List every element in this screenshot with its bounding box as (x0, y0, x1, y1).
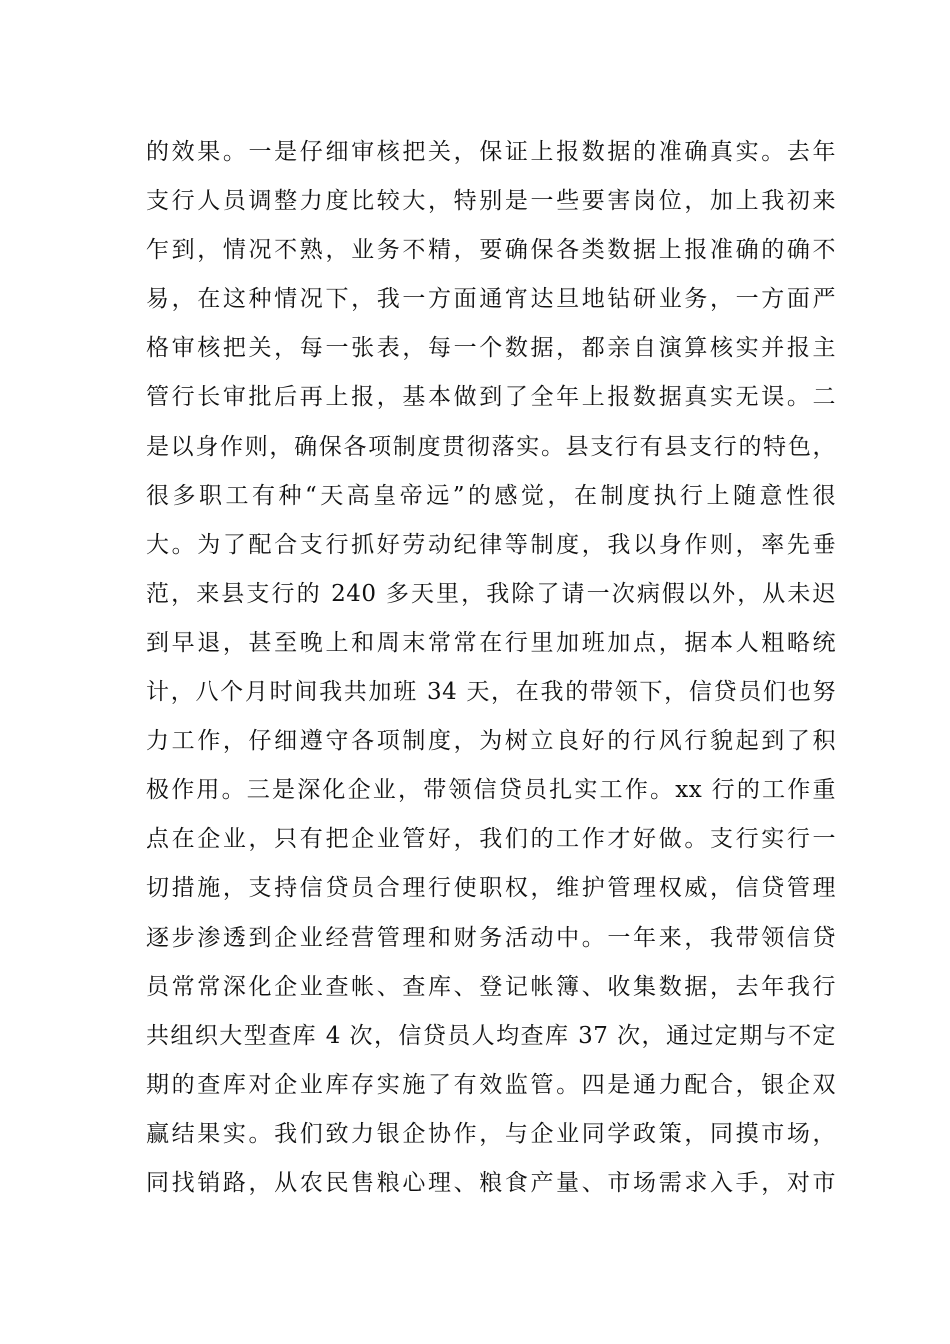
text-line: 极作用。三是深化企业，带领信贷员扎实工作。xx 行的工作重 (146, 777, 836, 804)
text-line: 很多职工有种“天高皇帝远”的感觉，在制度执行上随意性很 (146, 482, 836, 509)
text-line: 格审核把关，每一张表，每一个数据，都亲自演算核实并报主 (146, 335, 836, 362)
text-line: 逐步渗透到企业经营管理和财务活动中。一年来，我带领信贷 (146, 924, 836, 951)
text-line: 是以身作则，确保各项制度贯彻落实。县支行有县支行的特色， (146, 433, 836, 460)
text-line: 员常常深化企业查帐、查库、登记帐簿、收集数据，去年我行 (146, 973, 836, 1000)
text-line: 期的查库对企业库存实施了有效监管。四是通力配合，银企双 (146, 1071, 836, 1098)
text-line: 大。为了配合支行抓好劳动纪律等制度，我以身作则，率先垂 (146, 531, 836, 558)
text-line: 同找销路，从农民售粮心理、粮食产量、市场需求入手，对市 (146, 1169, 836, 1196)
text-line: 到早退，甚至晚上和周末常常在行里加班加点，据本人粗略统 (146, 629, 836, 656)
text-line: 易，在这种情况下，我一方面通宵达旦地钻研业务，一方面严 (146, 286, 836, 313)
text-line: 计，八个月时间我共加班 34 天，在我的带领下，信贷员们也努 (146, 679, 836, 706)
text-line: 的效果。一是仔细审核把关，保证上报数据的准确真实。去年 (146, 139, 836, 165)
text-line: 范，来县支行的 240 多天里，我除了请一次病假以外，从未迟 (146, 580, 836, 607)
text-line: 支行人员调整力度比较大，特别是一些要害岗位，加上我初来 (146, 188, 836, 215)
text-line: 管行长审批后再上报，基本做到了全年上报数据真实无误。二 (146, 384, 836, 411)
text-line: 赢结果实。我们致力银企协作，与企业同学政策，同摸市场， (146, 1120, 836, 1147)
text-line: 切措施，支持信贷员合理行使职权，维护管理权威，信贷管理 (146, 875, 836, 902)
body-text (146, 128, 836, 1208)
text-line: 共组织大型查库 4 次，信贷员人均查库 37 次，通过定期与不定 (146, 1022, 836, 1049)
text-line: 点在企业，只有把企业管好，我们的工作才好做。支行实行一 (146, 826, 836, 853)
text-line: 力工作，仔细遵守各项制度，为树立良好的行风行貌起到了积 (146, 728, 836, 755)
text-line: 乍到，情况不熟，业务不精，要确保各类数据上报准确的确不 (146, 237, 836, 264)
